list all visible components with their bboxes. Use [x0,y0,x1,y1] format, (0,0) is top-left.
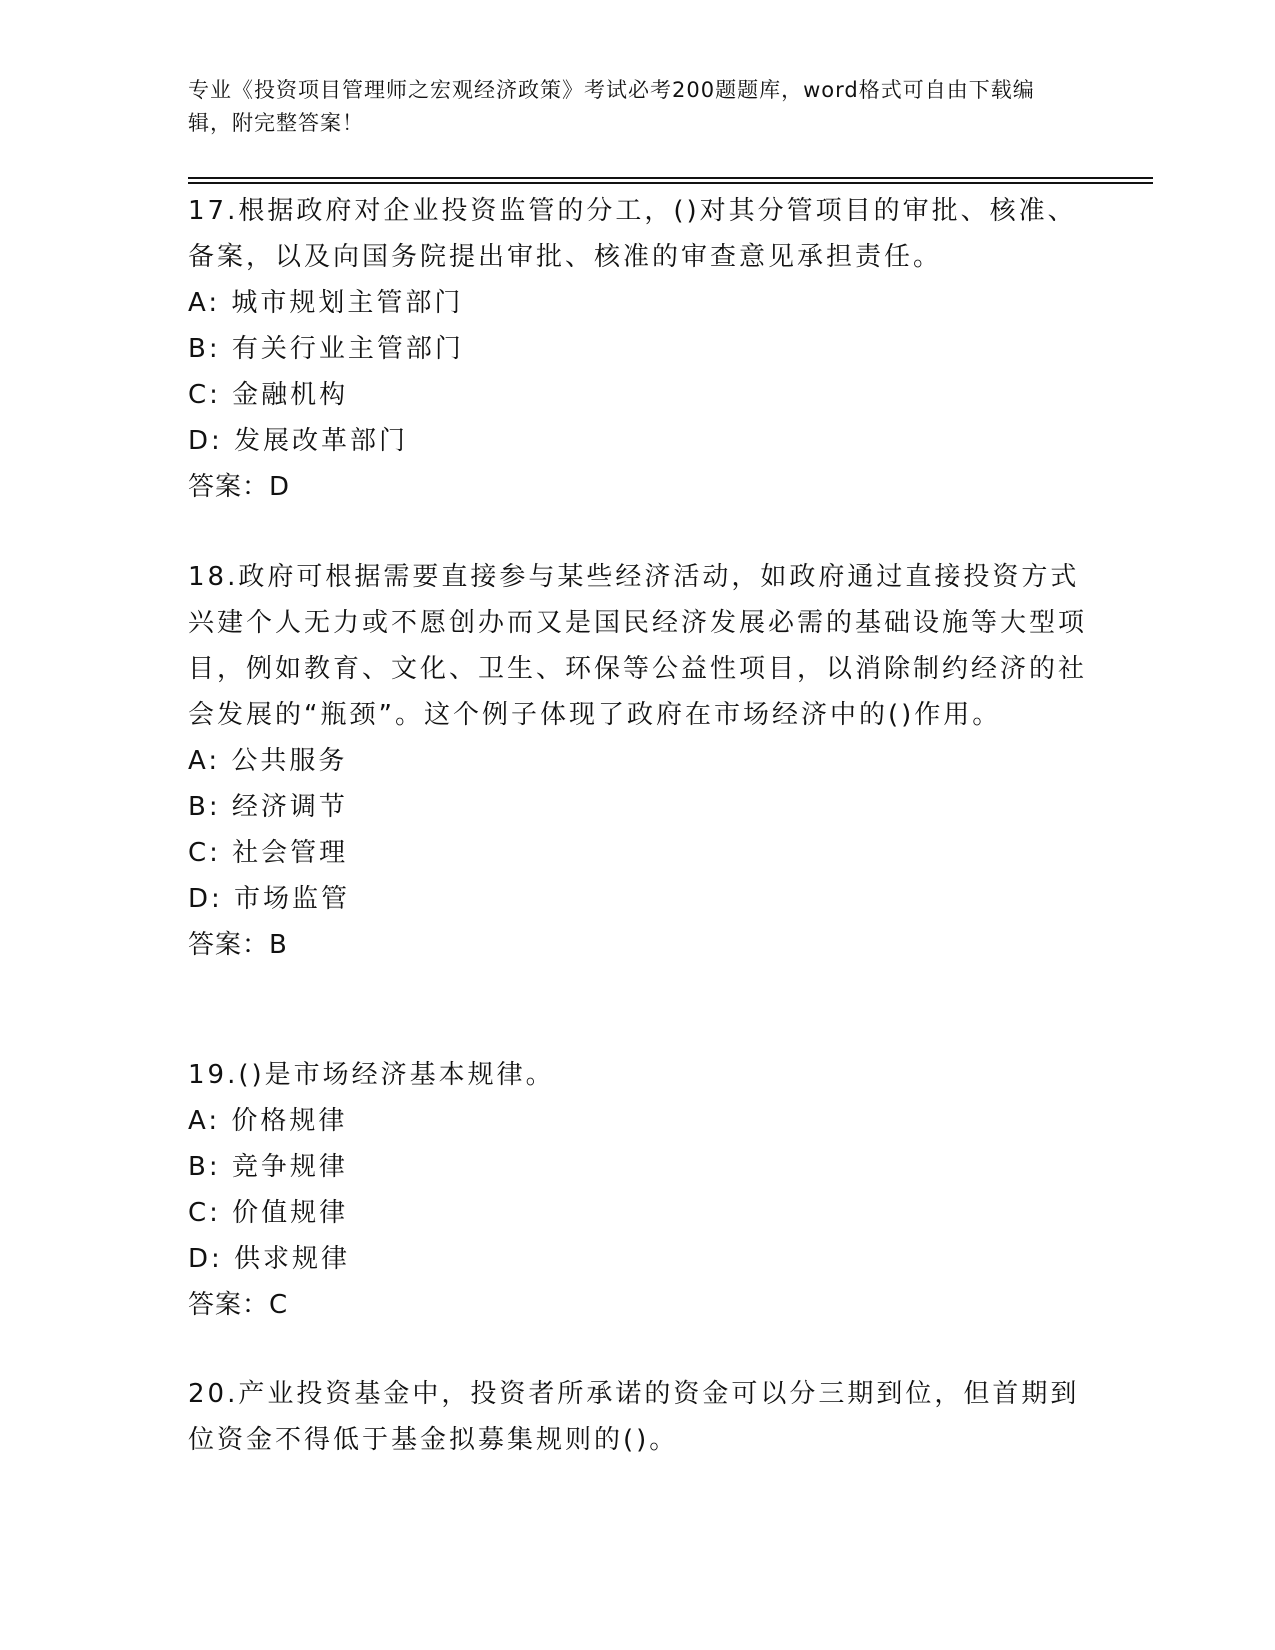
option-c: C: 金融机构 [188,380,349,410]
answer-text: 答案：C [188,1290,289,1320]
question-19 [188,1052,1088,1328]
header-divider-bottom [188,182,1153,184]
option-a: A: 公共服务 [188,746,348,776]
question-text: 20.产业投资基金中，投资者所承诺的资金可以分三期到位，但首期到位资金不得低于基金拟募集规则的()。 [188,1379,1080,1455]
option-a: A: 城市规划主管部门 [188,288,464,318]
header-divider-top [188,177,1153,179]
question-18 [188,554,1088,968]
question-17 [188,188,1088,510]
option-b: B: 竞争规律 [188,1152,348,1182]
answer-text: 答案：B [188,930,288,960]
option-b: B: 有关行业主管部门 [188,334,464,364]
option-d: D: 供求规律 [188,1244,351,1274]
question-text: 18.政府可根据需要直接参与某些经济活动，如政府通过直接投资方式兴建个人无力或不愿创办而又是国民经济发展必需的基础设施等大型项目，例如教育、文化、卫生、环保等公益性项目，以消除制约经济的社会发展的“瓶颈”。这个例子体现了政府在市场经济中的()作用。 [188,562,1088,730]
question-text: 17.根据政府对企业投资监管的分工，()对其分管项目的审批、核准、备案，以及向国务院提出审批、核准的审查意见承担责任。 [188,196,1077,272]
question-text: 19.()是市场经济基本规律。 [188,1060,555,1090]
question-20 [188,1371,1088,1463]
document-header [188,74,1068,140]
header-intro-text: 专业《投资项目管理师之宏观经济政策》考试必考200题题库，word格式可自由下载编辑，附完整答案！ [188,78,1035,135]
option-c: C: 价值规律 [188,1198,349,1228]
option-b: B: 经济调节 [188,792,348,822]
option-d: D: 市场监管 [188,884,351,914]
option-d: D: 发展改革部门 [188,426,409,456]
answer-text: 答案：D [188,472,291,502]
option-c: C: 社会管理 [188,838,349,868]
option-a: A: 价格规律 [188,1106,348,1136]
